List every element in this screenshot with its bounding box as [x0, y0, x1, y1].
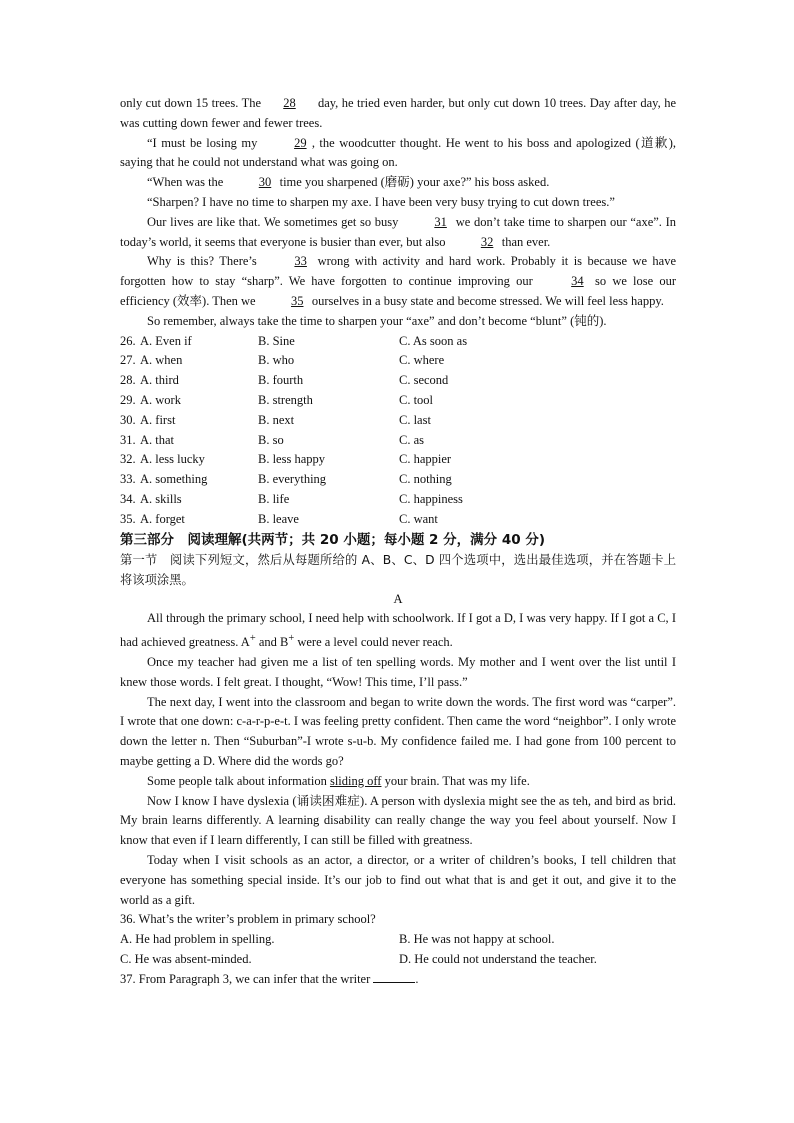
passage-paragraph: only cut down 15 trees. The 28 day, he tried even harder, but only cut down 10 trees. Day after day, he was cutting down fewer and fewer trees. — [120, 96, 676, 130]
exam-page — [120, 94, 676, 990]
passage-paragraph: Today when I visit schools as an actor, a director, or a writer of children’s books, I tell children that everyone has something special inside. It’s our job to find out what that is and get it out, and give it to the world as a gift. — [120, 853, 676, 907]
passage-paragraph: So remember, always take the time to sharpen your “axe” and don’t become “blunt” (钝的). — [147, 313, 607, 328]
passage-paragraph: “I must be losing my 29 , the woodcutter thought. He went to his boss and apologized (道歉), saying that he could not understand what was going on. — [120, 135, 676, 170]
option-row: 33. A. something B. everything C. nothing — [120, 472, 452, 487]
option-row: 26. A. Even if B. Sine C. As soon as — [120, 333, 468, 348]
option-row: 32. A. less lucky B. less happy C. happier — [120, 452, 452, 467]
question-stem: 37. From Paragraph 3, we can infer that the writer — [120, 971, 374, 986]
section-heading: 第三部分 阅读理解(共两节；共 20 小题；每小题 2 分，满分 40 分) — [120, 531, 546, 548]
passage-paragraph: “Sharpen? I have no time to sharpen my axe. I have been very busy trying to cut down trees.” — [147, 194, 615, 209]
option-row: 29. A. work B. strength C. tool — [120, 392, 434, 407]
option-row: C. He was absent-minded. D. He could not understand the teacher. — [120, 952, 597, 967]
option-row: 31. A. that B. so C. as — [120, 432, 424, 447]
option-row: 35. A. forget B. leave C. want — [120, 511, 438, 526]
passage-paragraph: All through the primary school, I need help with schoolwork. If I got a D, I was very happy. If I got a C, I had achieved greatness. A+ and B+ were a level could never reach. — [120, 611, 676, 650]
answer-blank — [373, 970, 415, 983]
blank-33: 33 — [294, 254, 307, 269]
blank-32: 32 — [480, 234, 494, 249]
blank-34: 34 — [571, 274, 584, 289]
question-37: 37. From Paragraph 3, we can infer that the writer . — [120, 971, 419, 986]
underlined-phrase: sliding off — [329, 773, 382, 788]
passage-paragraph: Our lives are like that. We sometimes get so busy 31 we don’t take time to sharpen our “axe”. In today’s world, it seems that everyone is busier than ever, but also 32 than ever. — [120, 213, 676, 253]
blank-35: 35 — [290, 293, 304, 308]
passage-paragraph: Why is this? There’s 33 wrong with activity and hard work. Probably it is because we have forgotten how to stay “sharp”. We have forgotten to continue improving our 34 so we lose our efficiency (效率). Then we 35 ourselves in a busy state and become stressed. We will feel less happy. — [120, 252, 676, 311]
question-stem: 36. What’s the writer’s problem in primary school? — [120, 912, 376, 927]
blank-29: 29 — [294, 135, 307, 150]
blank-31: 31 — [434, 214, 447, 229]
passage-paragraph: The next day, I went into the classroom and began to write down the words. The first word was “carper”. I wrote that one down: c-a-r-p-e-t. I was feeling pretty confident. Then came the word “neighbor”. I only wrote down the letter n. Then “Suburban”-I wrote s-u-b. My confidence failed me. I had gone from 100 percent to maybe getting a D. Where did the words go? — [120, 694, 676, 769]
passage-paragraph: Once my teacher had given me a list of ten spelling words. My mother and I went over the list until I knew those words. I felt great. I thought, “Wow! This time, I’ll pass.” — [120, 655, 676, 689]
blank-30: 30 — [258, 175, 272, 190]
question-36 — [120, 910, 676, 969]
option-row: 34. A. skills B. life C. happiness — [120, 491, 463, 506]
option-row: 27. A. when B. who C. where — [120, 353, 445, 368]
passage-label: A — [393, 591, 403, 606]
passage-paragraph: Now I know I have dyslexia (诵读困难症). A person with dyslexia might see the as teh, and bird as brid. My brain learns differently. A learning disability can really change the way you feel about yourself. Now I know that even if I learn differently, I can still be filled with greatness. — [120, 793, 676, 848]
section-instruction: 第一节 阅读下列短文，然后从每题所给的 A、B、C、D 四个选项中，选出最佳选项，并在答题卡上将该项涂黑。 — [120, 552, 676, 587]
option-row: A. He had problem in spelling. B. He was not happy at school. — [120, 932, 555, 947]
option-row: 28. A. third B. fourth C. second — [120, 373, 449, 388]
cloze-options — [120, 332, 676, 530]
passage-paragraph: Some people talk about information sliding off your brain. That was my life. — [147, 773, 530, 788]
passage-paragraph: “When was the 30 time you sharpened (磨砺) your axe?” his boss asked. — [120, 173, 676, 193]
blank-28: 28 — [283, 96, 296, 110]
option-row: 30. A. first B. next C. last — [120, 412, 431, 427]
